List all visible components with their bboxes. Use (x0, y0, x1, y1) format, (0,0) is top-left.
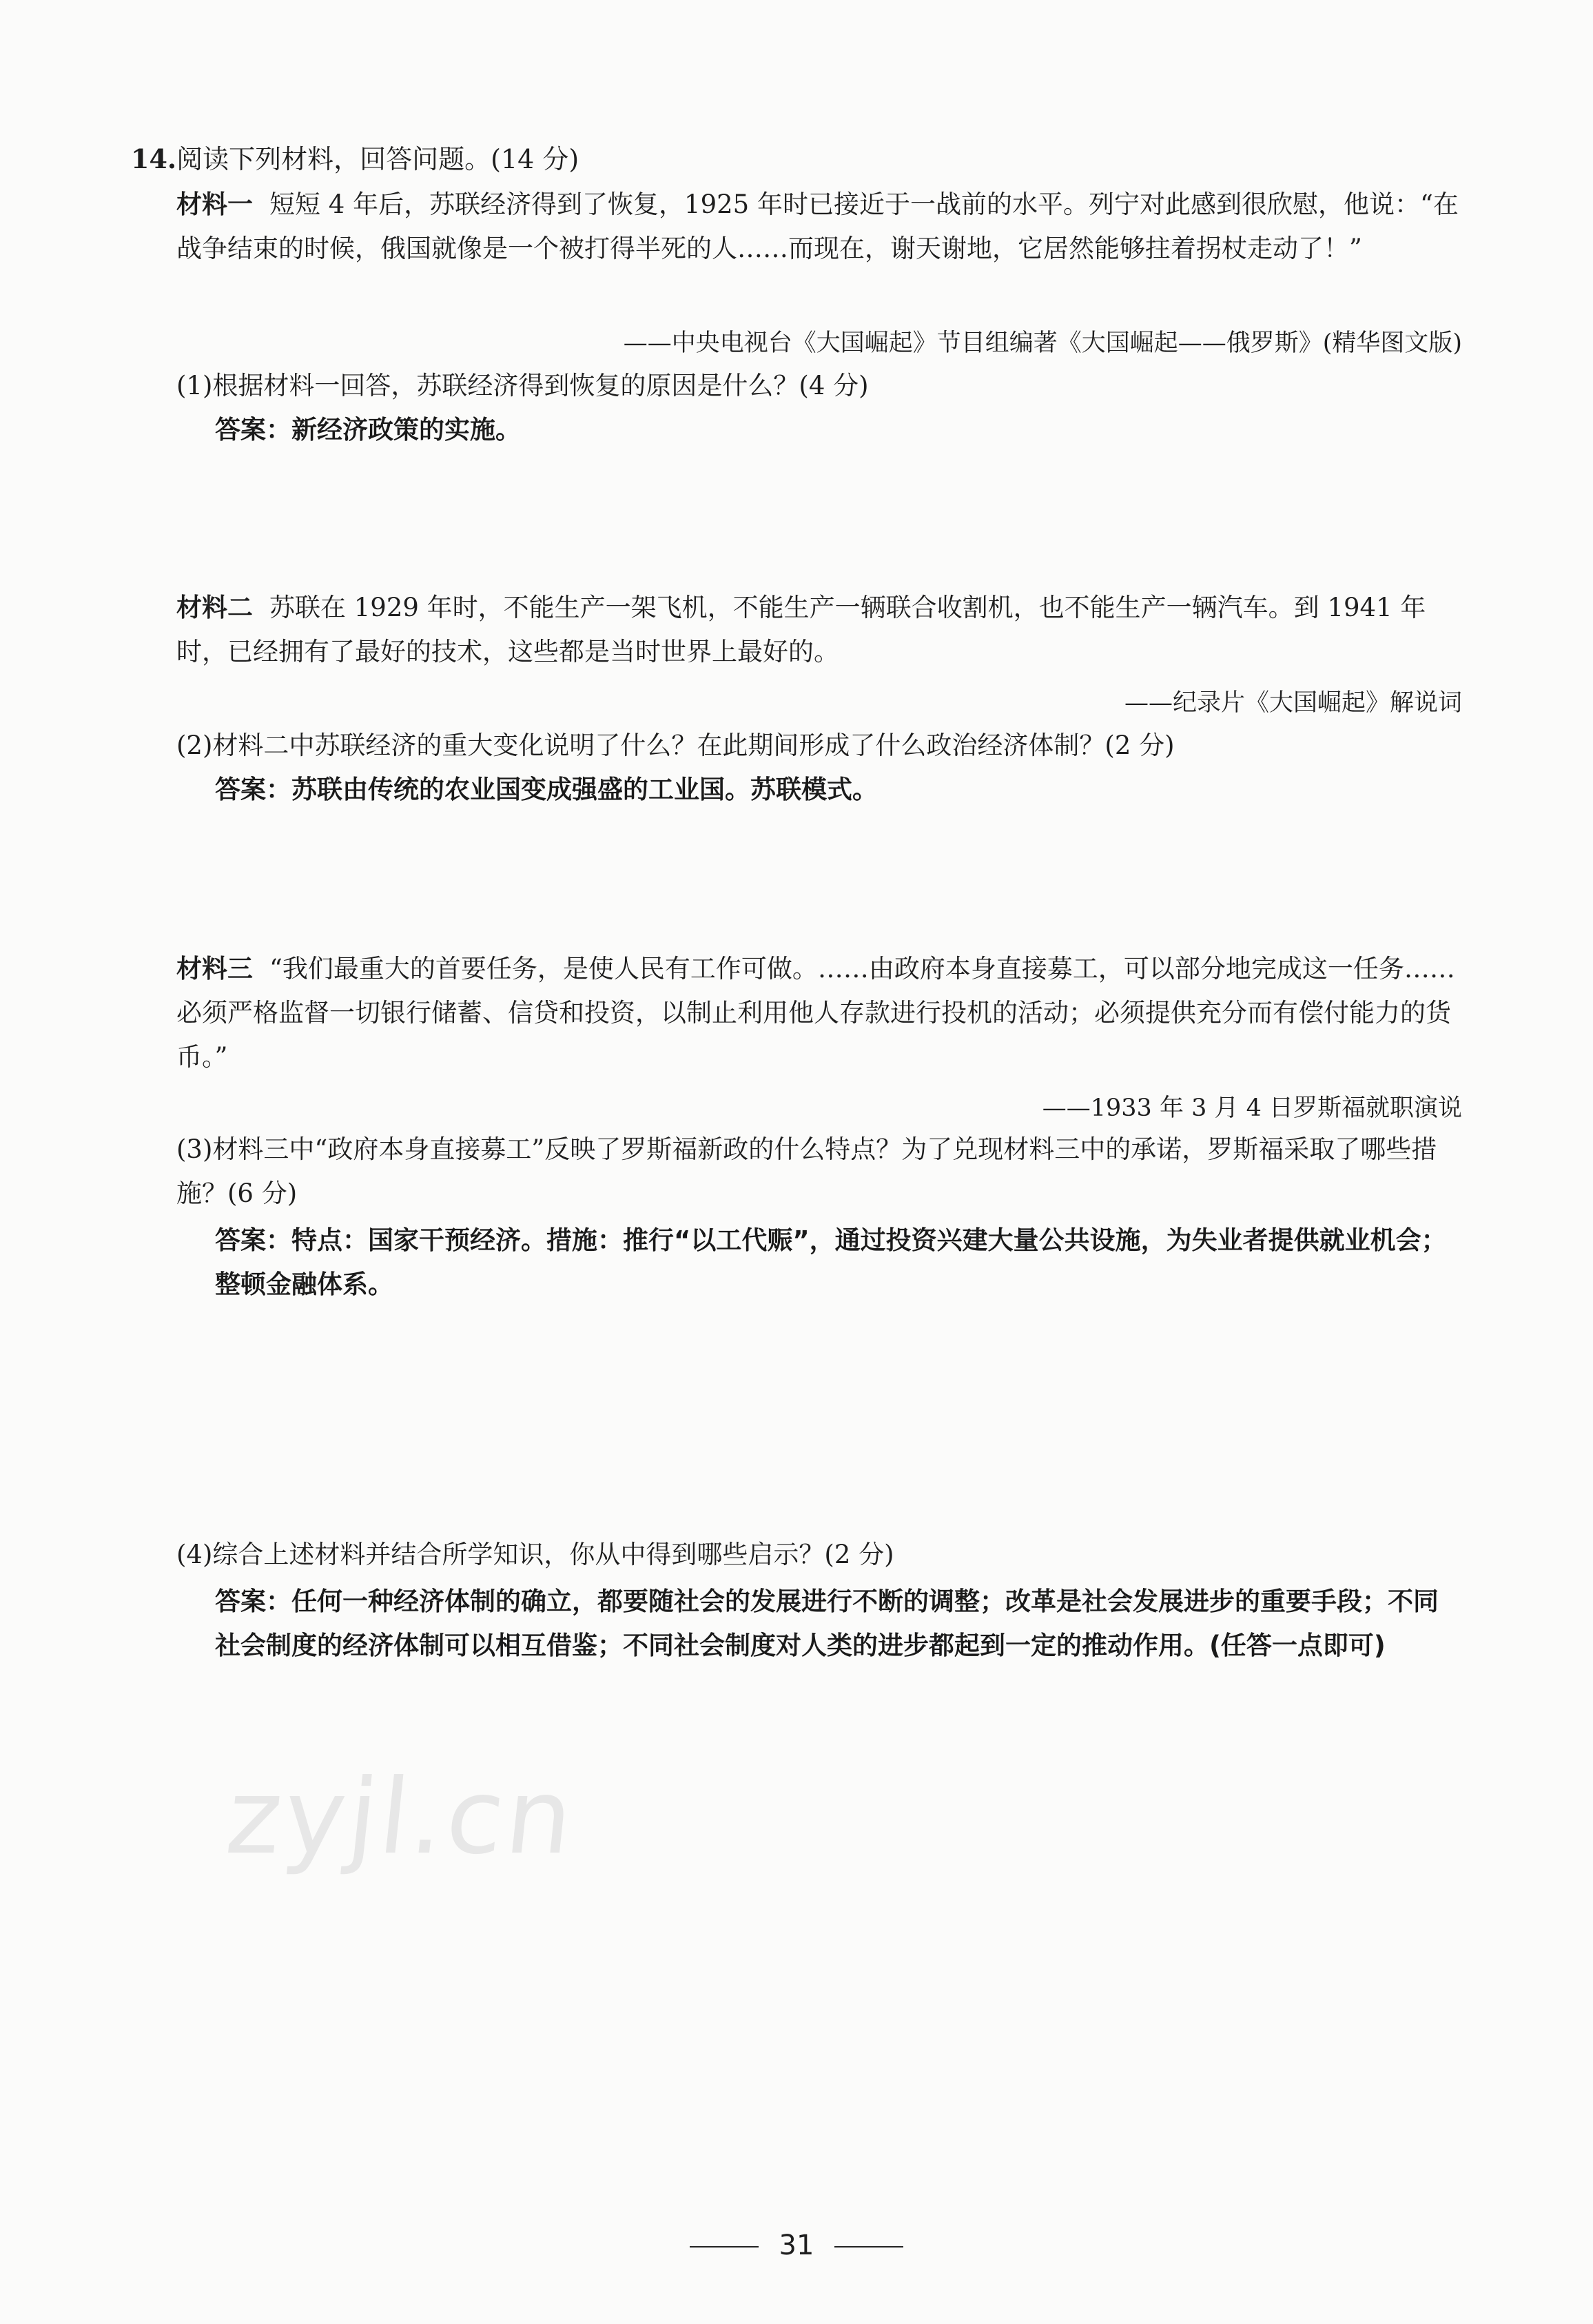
question-prompt: 阅读下列材料，回答问题。(14 分) (176, 144, 579, 174)
subquestion-4: (4)综合上述材料并结合所学知识，你从中得到哪些启示？(2 分) (176, 1540, 894, 1569)
material-source: ——1933 年 3 月 4 日罗斯福就职演说 (1042, 1094, 1462, 1122)
material-label: 材料一 (176, 190, 253, 219)
material-source: ——纪录片《大国崛起》解说词 (1124, 689, 1462, 717)
material-3 (176, 947, 1462, 1079)
material-text: “我们最重大的首要任务，是使人民有工作可做。……由政府本身直接募工，可以部分地完成这一任务……必须严格监督一切银行储蓄、信贷和投资，以制止利用他人存款进行投机的活动；必须提供充分而有偿付能力的货币。” (176, 954, 1455, 1072)
question-number: 14. (131, 143, 177, 174)
page-number-rule-left (690, 2246, 759, 2247)
material-text: 苏联在 1929 年时，不能生产一架飞机，不能生产一辆联合收割机，也不能生产一辆汽车。到 1941 年时，已经拥有了最好的技术，这些都是当时世界上最好的。 (176, 593, 1426, 666)
page-number-text: 31 (779, 2230, 814, 2261)
material-1 (176, 183, 1462, 271)
page-number (0, 2230, 1593, 2261)
material-label: 材料三 (176, 954, 253, 983)
subquestion-3: (3)材料三中“政府本身直接募工”反映了罗斯福新政的什么特点？为了兑现材料三中的承诺，罗斯福采取了哪些措施？(6 分) (176, 1134, 1437, 1208)
answer-3: 答案：特点：国家干预经济。措施：推行“以工代赈”，通过投资兴建大量公共设施，为失业者提供就业机会；整顿金融体系。 (215, 1225, 1447, 1299)
subquestion-2: (2)材料二中苏联经济的重大变化说明了什么？在此期间形成了什么政治经济体制？(2 分) (176, 731, 1175, 760)
answer-1: 答案：新经济政策的实施。 (215, 415, 521, 445)
subquestion-1: (1)根据材料一回答，苏联经济得到恢复的原因是什么？(4 分) (176, 371, 869, 400)
page-number-rule-right (834, 2246, 903, 2247)
watermark: zyjl.cn (220, 1757, 582, 1877)
answer-2: 答案：苏联由传统的农业国变成强盛的工业国。苏联模式。 (215, 775, 878, 804)
answer-4: 答案：任何一种经济体制的确立，都要随社会的发展进行不断的调整；改革是社会发展进步的重要手段；不同社会制度的经济体制可以相互借鉴；不同社会制度对人类的进步都起到一定的推动作用。(任答一点即可) (215, 1587, 1439, 1660)
question-heading (131, 138, 579, 176)
material-label: 材料二 (176, 593, 253, 622)
material-2 (176, 586, 1462, 674)
material-text: 短短 4 年后，苏联经济得到了恢复，1925 年时已接近于一战前的水平。列宁对此感到很欣慰，他说：“在战争结束的时候，俄国就像是一个被打得半死的人……而现在，谢天谢地，它居然能够拄着拐杖走动了！” (176, 190, 1459, 263)
material-source: ——中央电视台《大国崛起》节目组编著《大国崛起——俄罗斯》(精华图文版) (623, 329, 1462, 357)
